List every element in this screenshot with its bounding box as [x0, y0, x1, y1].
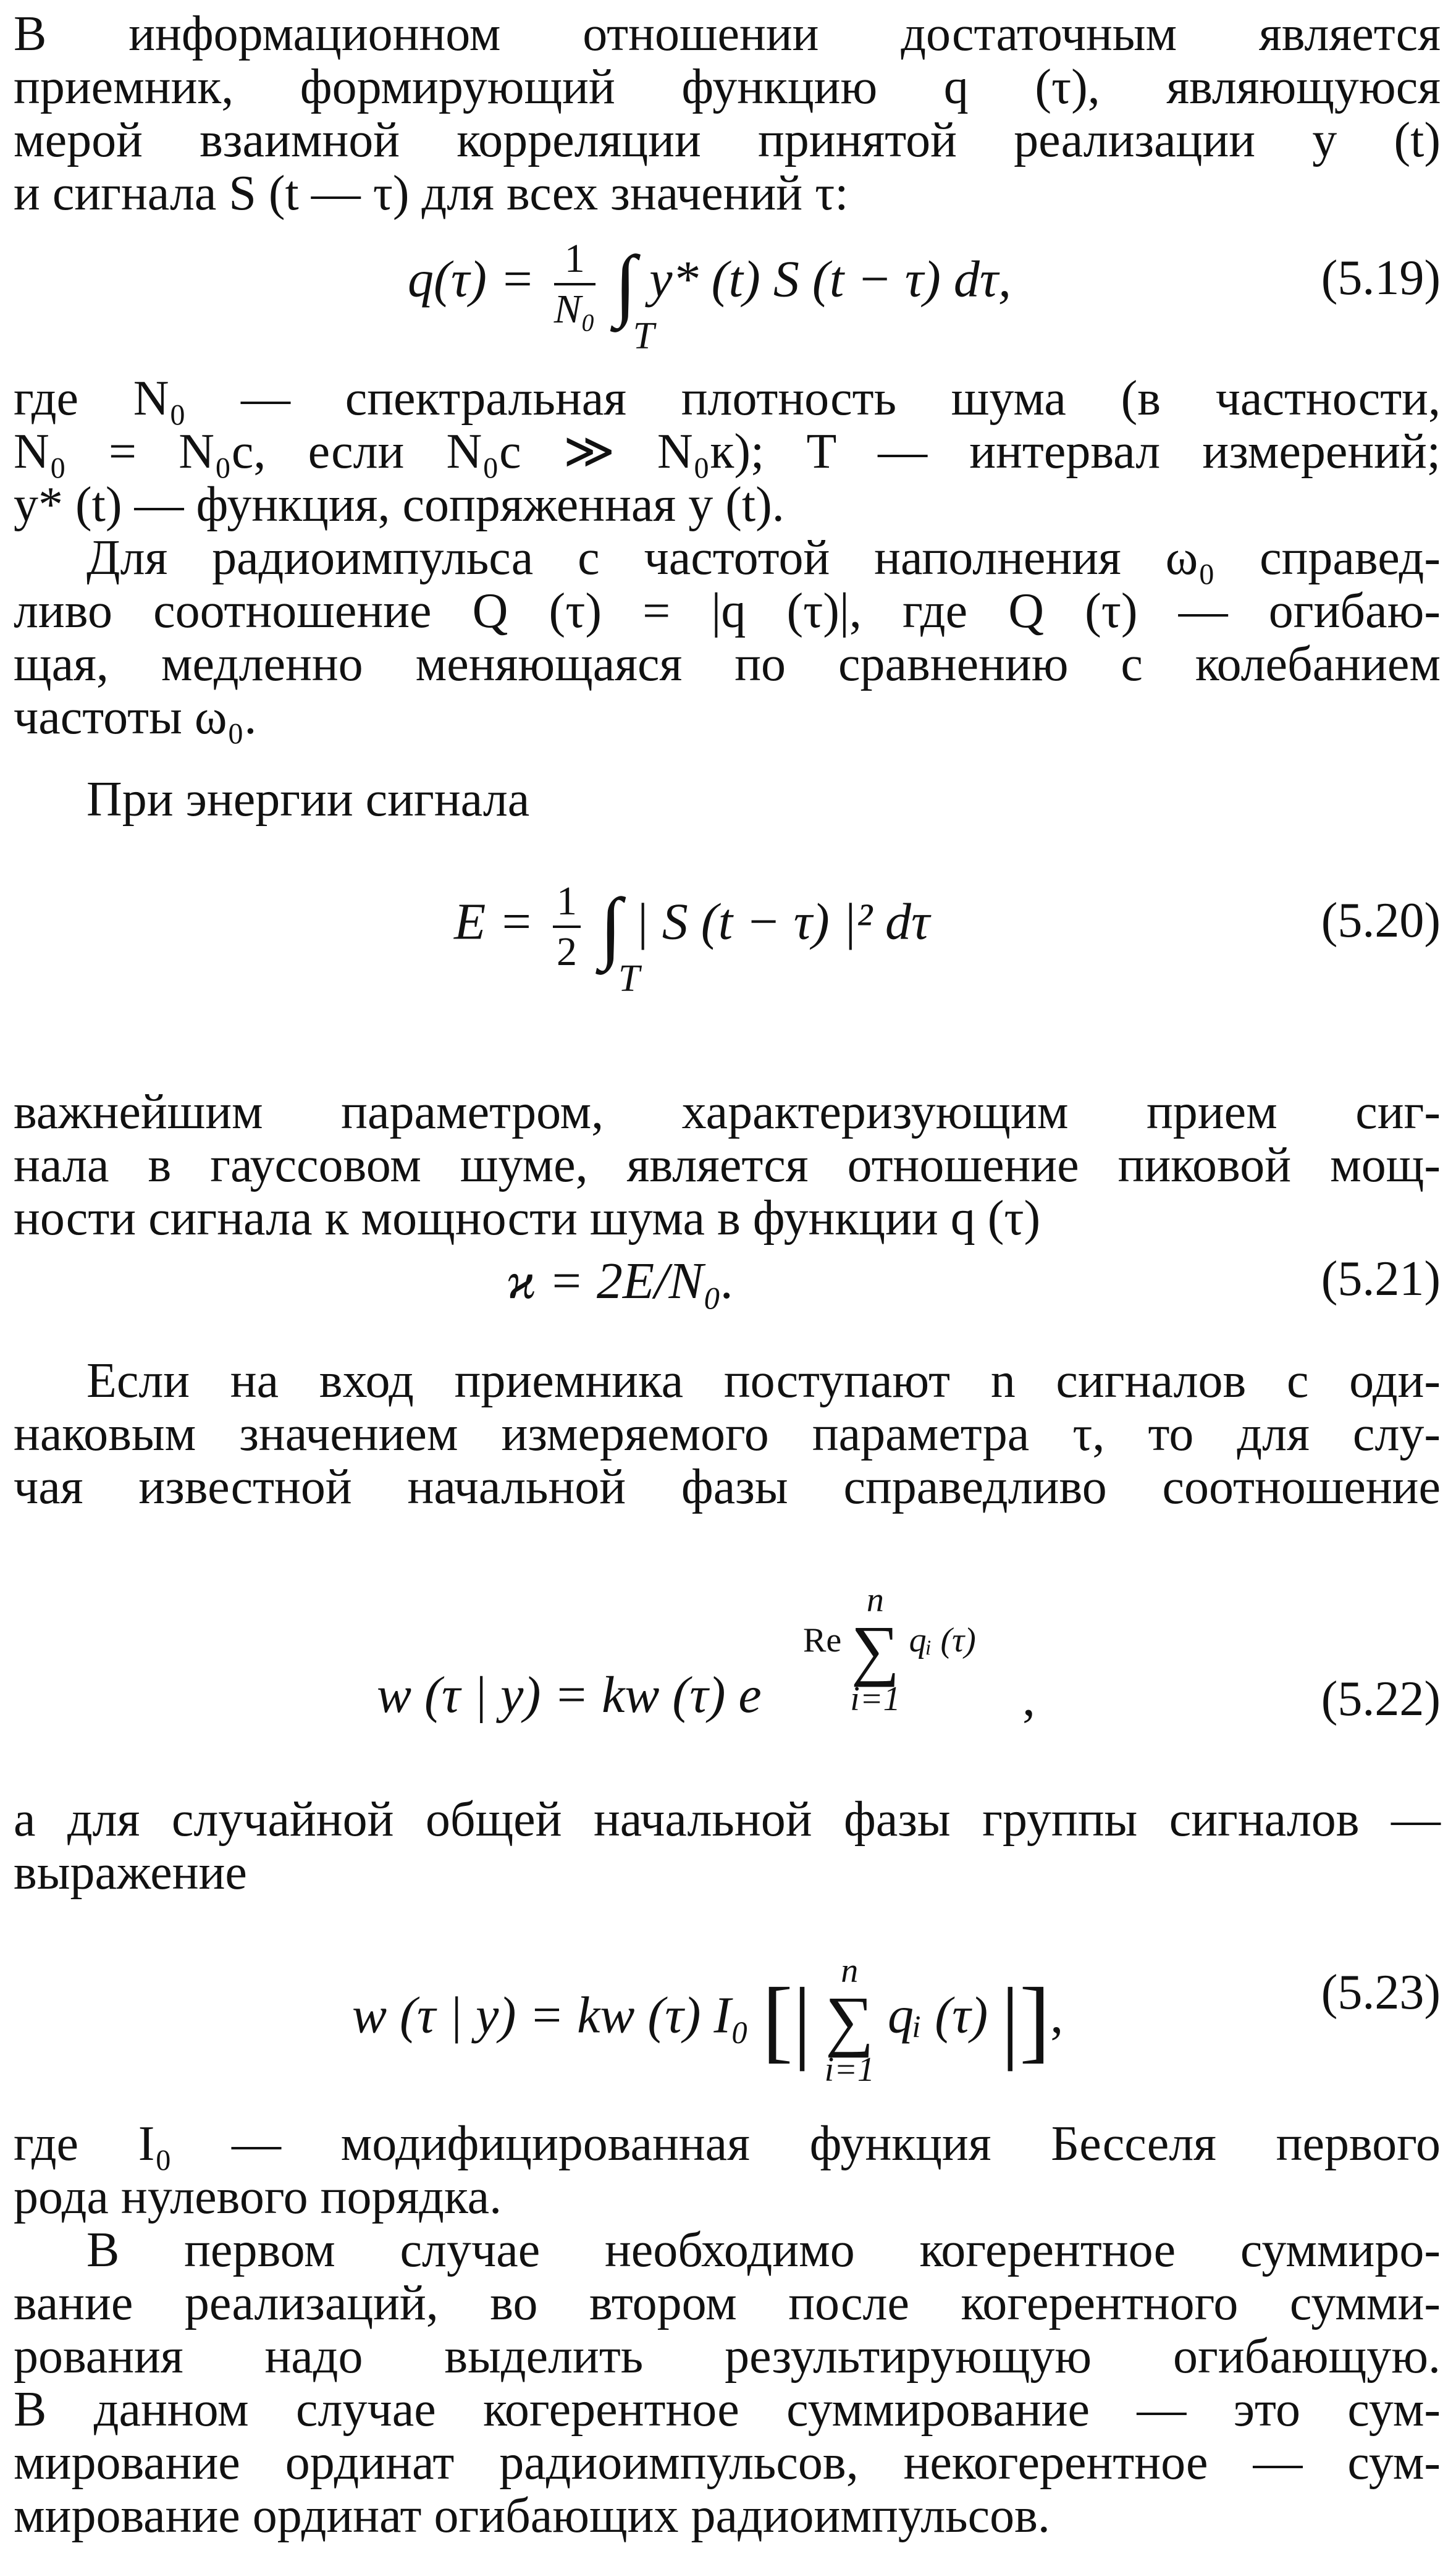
equation-number: (5.21) — [1321, 1252, 1441, 1306]
text-line: чая известной начальной фазы справедливо соотношение — [14, 1460, 1441, 1514]
equation-body: qᵢ (τ) — [887, 1986, 988, 2044]
bracket-right: |] — [1001, 1969, 1051, 2072]
fraction-denominator: N₀ — [553, 287, 595, 332]
text-line: приемник, формирующий функцию q (τ), являющуюся — [14, 60, 1441, 114]
text-line: Если на вход приемника поступают n сигналов с оди- — [86, 1354, 1441, 1408]
text-line: y* (t) — функция, сопряженная y (t). — [14, 478, 785, 532]
integral-sign: ∫ T — [600, 882, 640, 1000]
text-line: и сигнала S (t — τ) для всех значений τ: — [14, 166, 849, 221]
equation-number: (5.23) — [1321, 1965, 1441, 2020]
equation-5-19 — [0, 235, 1456, 371]
text-line: Для радиоимпульса с частотой наполнения ω₀ справед- — [86, 531, 1441, 585]
text-line: нала в гауссовом шуме, является отношение пиковой мощ- — [14, 1138, 1441, 1192]
equation-body: | S (t − τ) |² dτ — [634, 893, 930, 951]
bracket-left: [| — [762, 1969, 812, 2072]
equation-5-23 — [0, 1915, 1456, 2089]
text-line: частоты ω₀. — [14, 690, 257, 744]
text-line: а для случайной общей начальной фазы группы сигналов — — [14, 1792, 1441, 1847]
integral-sign: ∫ T — [614, 240, 655, 357]
equation-body: y* (t) S (t − τ) dτ, — [649, 250, 1011, 308]
text-line: При энергии сигнала — [86, 772, 530, 827]
equation-number: (5.22) — [1321, 1672, 1441, 1726]
equation-5-22 — [0, 1582, 1456, 1742]
equation-lhs: w (τ | y) = kw (τ) e — [377, 1666, 762, 1724]
equation-number: (5.19) — [1321, 251, 1441, 305]
exponent — [803, 1582, 976, 1718]
text-line: рования надо выделить результирующую огибающую. — [14, 2329, 1441, 2384]
sum-lower-limit: i=1 — [850, 1680, 901, 1718]
equation-trail: , — [1050, 1986, 1064, 2044]
equation-5-21 — [0, 1248, 1456, 1310]
equation-number: (5.20) — [1321, 893, 1441, 948]
text-line: важнейшим параметром, характеризующим прием сиг- — [14, 1085, 1441, 1139]
text-line: мерой взаимной корреляции принятой реализации y (t) — [14, 113, 1441, 167]
equation-lhs: E = — [454, 893, 534, 951]
sum-upper-limit: n — [841, 1952, 859, 1990]
equation-trail: , — [1022, 1669, 1035, 1727]
summation-sign: n ∑ i=1 — [850, 1581, 901, 1718]
text-line: ности сигнала к мощности шума в функции q (τ) — [14, 1191, 1041, 1246]
text-line: ливо соотношение Q (τ) = |q (τ)|, где Q (τ) — огибаю- — [14, 584, 1441, 638]
text-line: наковым значением измеряемого параметра τ, то для слу- — [14, 1407, 1441, 1461]
exponent-body: qᵢ (τ) — [909, 1621, 976, 1659]
equation-lhs: q(τ) = — [408, 250, 535, 308]
summation-sign: n ∑ i=1 — [824, 1952, 875, 2089]
text-line: мирование ординат огибающих радиоимпульсов. — [14, 2489, 1050, 2543]
fraction-denominator: 2 — [557, 929, 577, 974]
fraction — [554, 235, 595, 334]
equation-5-20 — [0, 877, 1456, 1013]
sum-lower-limit: i=1 — [824, 2051, 875, 2089]
integral-limit: T — [618, 958, 640, 1000]
sum-upper-limit: n — [866, 1581, 884, 1619]
text-line: В данном случае когерентное суммирование — это сум- — [14, 2382, 1441, 2437]
text-line: N₀ = N₀с, если N₀с ≫ N₀к); T — интервал измерений; — [14, 424, 1441, 479]
text-line: мирование ординат радиоимпульсов, некогерентное — сум- — [14, 2435, 1441, 2490]
text-line: В информационном отношении достаточным является — [14, 7, 1441, 61]
fraction-numerator: 1 — [553, 877, 581, 928]
fraction — [553, 877, 581, 976]
text-line: где I₀ — модифицированная функция Бесселя первого — [14, 2117, 1441, 2171]
text-line: В первом случае необходимо когерентное суммиро- — [86, 2223, 1441, 2277]
integral-limit: T — [633, 315, 655, 357]
fraction-numerator: 1 — [554, 235, 595, 285]
equation-body: ϰ = 2E/N₀. — [507, 1252, 734, 1310]
text-line: где N₀ — спектральная плотность шума (в частности, — [14, 371, 1441, 426]
text-line: щая, медленно меняющаяся по сравнению с колебанием — [14, 637, 1441, 691]
text-line: рода нулевого порядка. — [14, 2170, 502, 2224]
equation-lhs: w (τ | y) = kw (τ) I₀ — [352, 1986, 749, 2044]
exponent-re: Re — [803, 1621, 842, 1659]
text-line: вание реализаций, во втором после когерентного сумми- — [14, 2276, 1441, 2330]
text-line: выражение — [14, 1845, 247, 1900]
